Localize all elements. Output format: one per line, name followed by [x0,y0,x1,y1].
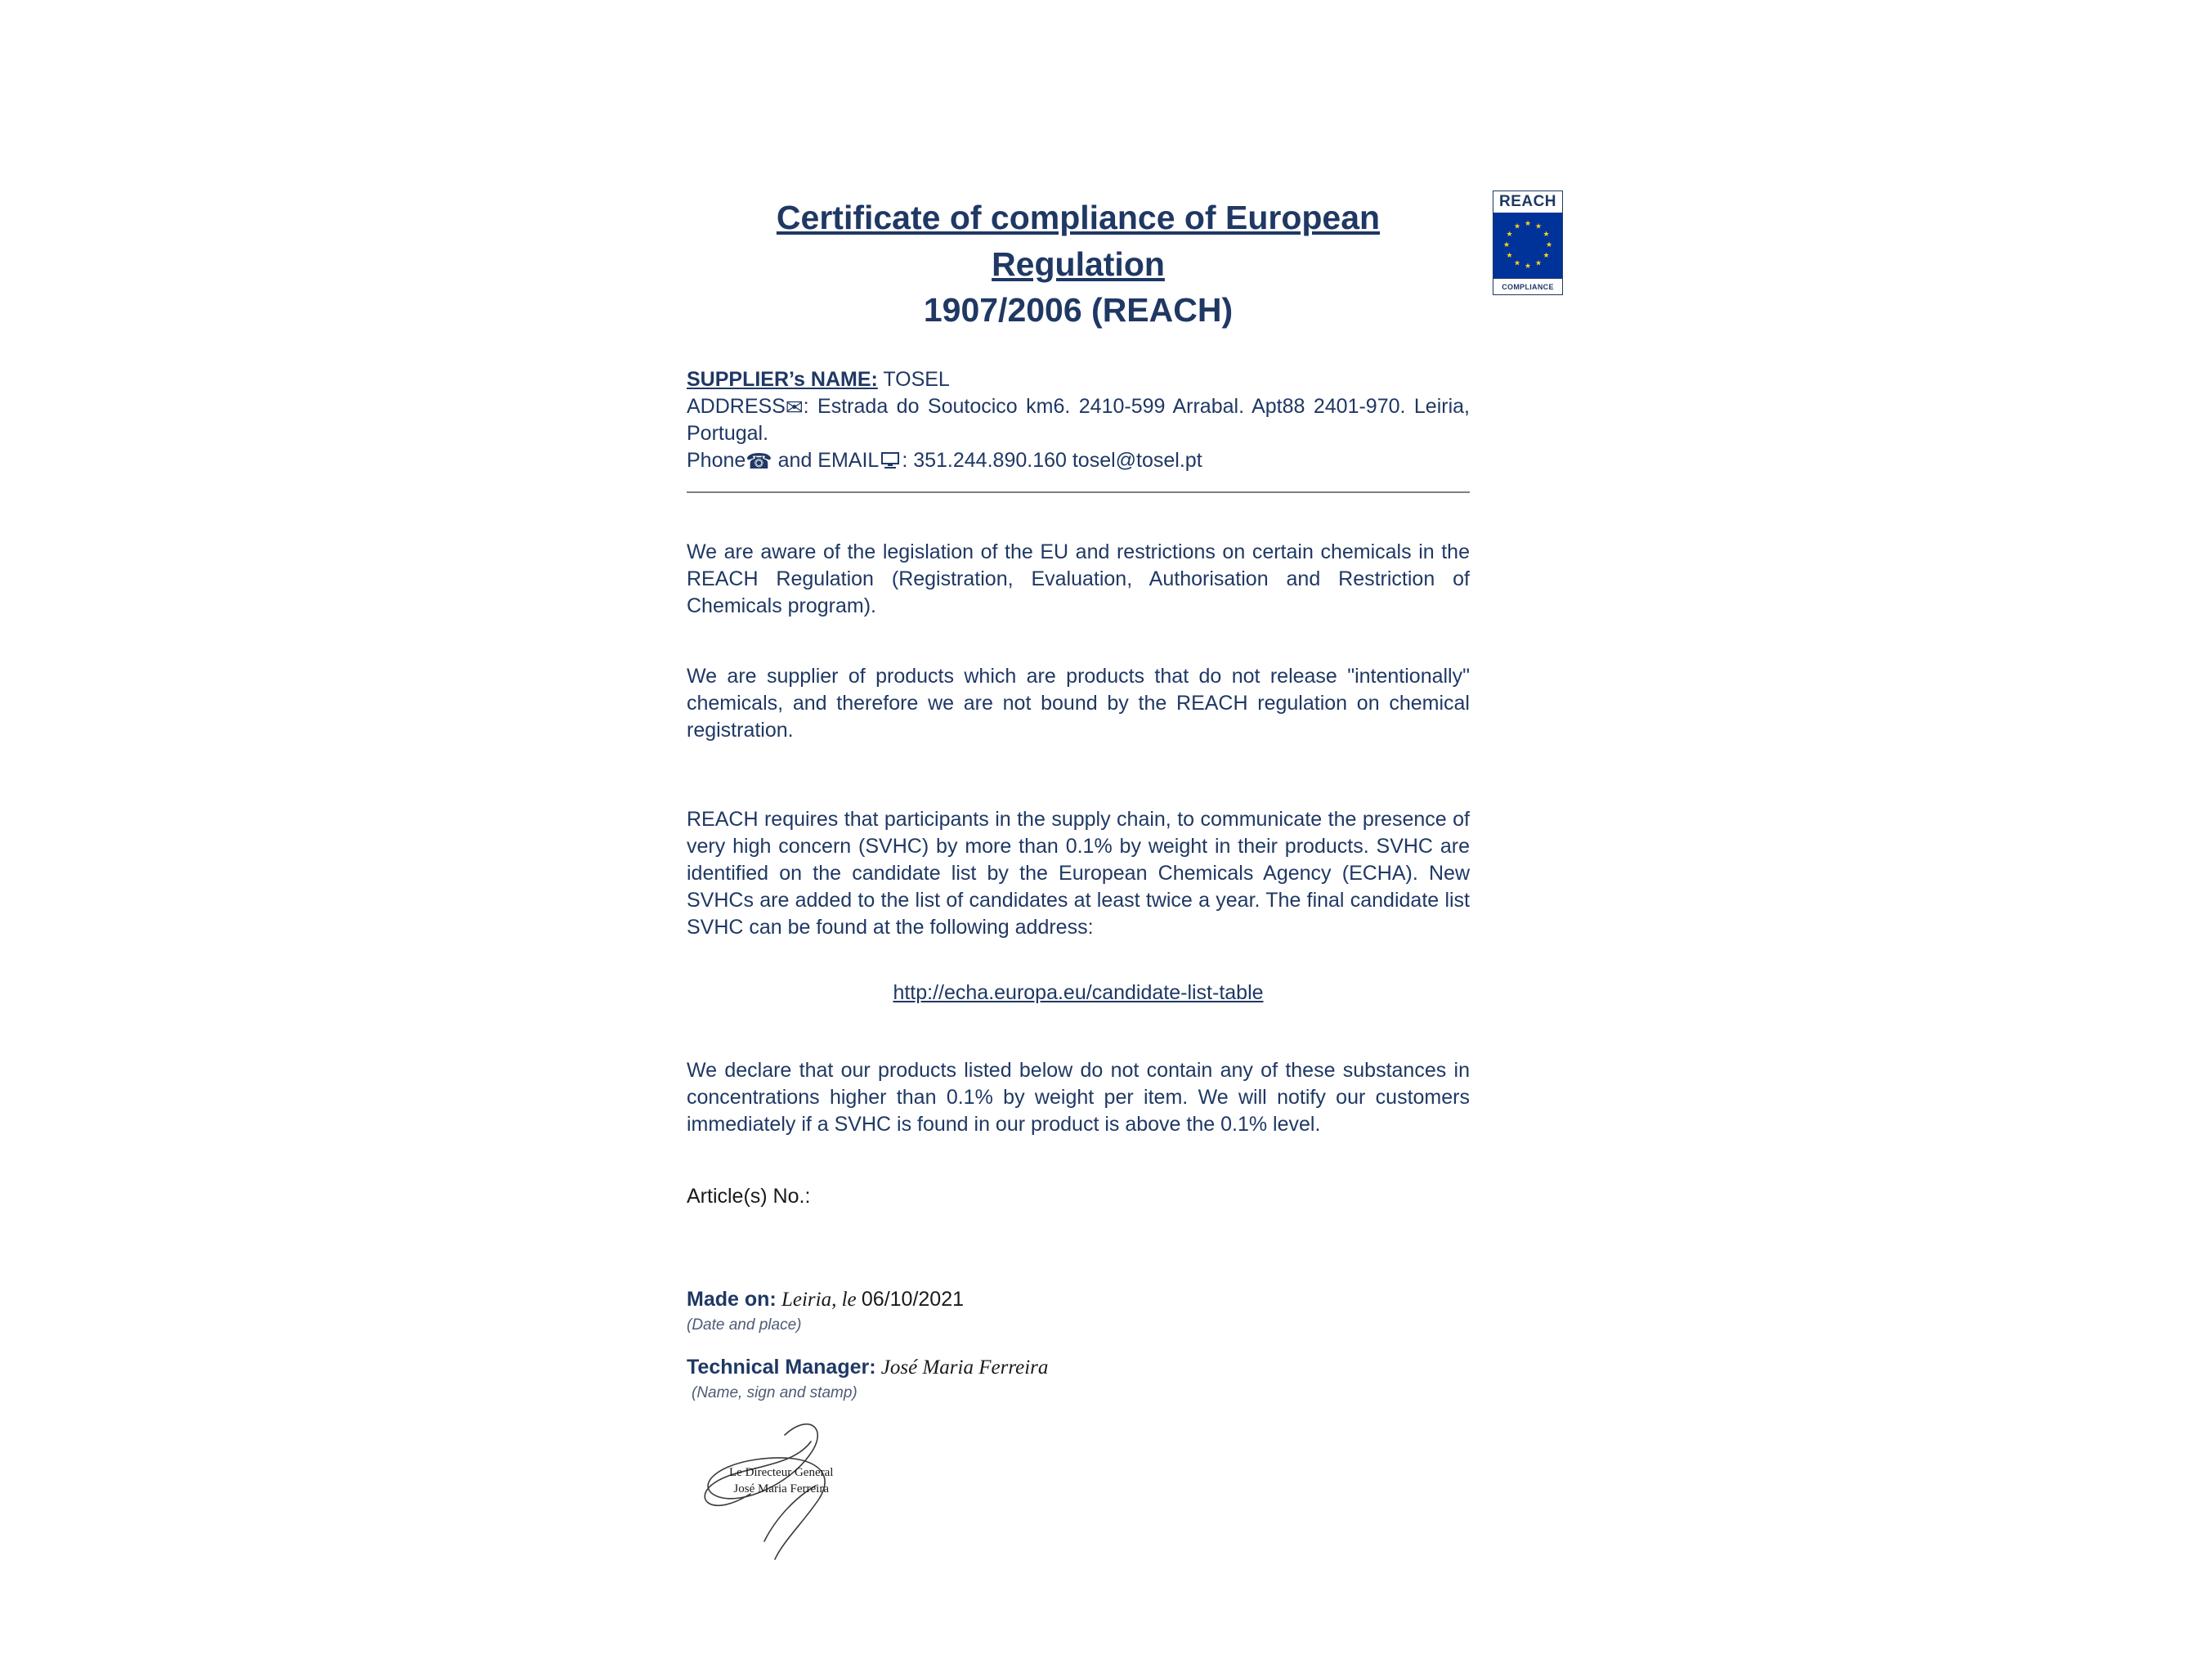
supplier-name-label: SUPPLIER’s NAME: [687,367,878,391]
svg-text:★: ★ [1534,222,1543,231]
candidate-list-link[interactable]: http://echa.europa.eu/candidate-list-table [893,980,1264,1004]
reach-compliance-logo [1493,191,1563,295]
svg-text:★: ★ [1543,231,1550,239]
reach-logo-title: REACH [1498,193,1557,210]
svg-text:★: ★ [1534,259,1543,268]
signature-line-1: Le Directeur General [729,1466,834,1480]
article-number-label: Article(s) No.: [687,1184,811,1208]
reach-logo-compliance-label: COMPLIANCE [1493,278,1562,295]
date-place-note: (Date and place) [687,1316,802,1334]
contact-value: : 351.244.890.160 tosel@tosel.pt [902,448,1202,472]
phone-icon: ☎ [746,448,772,473]
address-label: ADDRESS [687,394,786,418]
technical-manager-label: Technical Manager: [687,1355,876,1379]
svg-text:★: ★ [1524,262,1532,271]
paragraph-supplier-statement: We are supplier of products which are products that do not release "intentionally" chemicals, and therefore we are not bound by the REACH regulation on chemical registration. [687,664,1470,742]
made-on-place: Leiria, le [776,1288,862,1311]
title-line-1: Certificate of compliance of European Regulation [776,199,1381,283]
title-line-2: 1907/2006 (REACH) [923,291,1234,330]
supplier-name-value: TOSEL [877,367,950,391]
signature-line-2: José Maria Ferreira [733,1482,830,1496]
svg-text:★: ★ [1506,252,1513,260]
svg-text:★: ★ [1545,241,1553,249]
svg-text:★: ★ [1513,259,1521,268]
envelope-icon: ✉ [785,394,804,419]
computer-icon [880,450,900,477]
made-on-label: Made on: [687,1287,777,1311]
svg-text:★: ★ [1524,220,1532,228]
svg-text:★: ★ [1513,222,1521,231]
svg-text:★: ★ [1543,252,1550,260]
name-sign-stamp-note: (Name, sign and stamp) [692,1383,857,1401]
paragraph-reach-awareness: We are aware of the legislation of the EU and restrictions on certain chemicals in the REACH Regulation (Registration, Evaluation, Authorisation and Restriction of Chemicals program). [687,540,1470,617]
eu-flag-stars [1493,213,1562,278]
candidate-list-link-line [687,980,1470,1007]
technical-manager-name: José Maria Ferreira [875,1356,1049,1379]
phone-label: Phone [687,448,746,472]
signature-text [729,1464,833,1497]
email-label: and EMAIL [772,448,880,472]
section-divider [687,491,1470,493]
paragraph-svhc-requirement: REACH requires that participants in the supply chain, to communicate the presence of very high concern (SVHC) by more than 0.1% by weight in their products. SVHC are identified on the candidate list by the European Chemicals Agency (ECHA). New SVHCs are added to the list of candidates at least twice a year. The final candidate list SVHC can be found at the following address: [687,807,1470,939]
address-line [687,393,1470,447]
supplier-name-line [687,366,1470,393]
made-on-date: 06/10/2021 [861,1287,965,1311]
supplier-block [687,366,1470,477]
svg-text:★: ★ [1502,241,1511,249]
contact-line [687,447,1470,477]
made-on-line [687,1286,1470,1313]
eu-stars-icon [1493,213,1562,278]
svg-text:★: ★ [1506,231,1513,239]
paragraph-declaration: We declare that our products listed below do not contain any of these substances in concentrations higher than 0.1% by weight per item. We will notify our customers immediately if a SVHC is found in our product is above the 0.1% level. [687,1058,1470,1136]
document-title [687,195,1470,334]
address-value: : Estrada do Soutocico km6. 2410-599 Arrabal. Apt88 2401-970. Leiria, Portugal. [687,394,1470,445]
document-content [687,195,1470,1566]
technical-manager-line [687,1354,1470,1381]
signature-block [687,1419,948,1566]
